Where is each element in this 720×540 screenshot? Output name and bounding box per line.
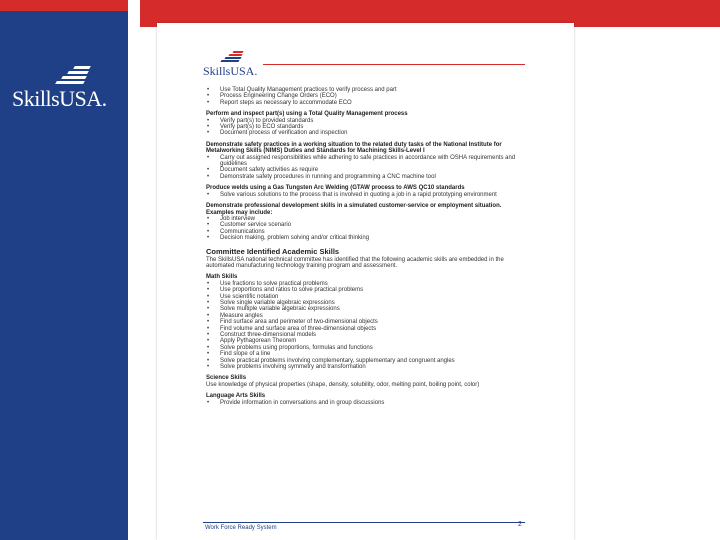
list-item: • Communications	[206, 229, 528, 235]
logo-wordmark: SkillsUSA.	[12, 86, 107, 111]
document-page	[157, 23, 574, 540]
list-item: • Solve problems using proportions, formulas and functions	[206, 345, 528, 351]
footer-rule	[203, 522, 525, 523]
intro-list	[206, 87, 528, 106]
section-heading: Produce welds using a Gas Tungsten Arc Welding (GTAW process to AWS QC10 standards	[206, 185, 465, 192]
list-item: • Find slope of a line	[206, 351, 528, 357]
section-language	[206, 393, 528, 406]
section-safety	[206, 142, 528, 180]
section-quality	[206, 111, 528, 137]
footer-text: Work Force Ready System	[205, 525, 277, 531]
list-item: • Provide information in conversations and in group discussions	[206, 400, 528, 406]
list-item: • Use scientific notation	[206, 294, 528, 300]
list-item: • Solve single variable algebraic expressions	[206, 300, 528, 306]
list-item: • Job interview	[206, 216, 528, 222]
list-item: • Use proportions and ratios to solve practical problems	[206, 287, 528, 293]
list-item: • Verify part(s) to ECO standards	[206, 124, 528, 130]
list-item: • Process Engineering Change Orders (ECO)	[206, 93, 528, 99]
list-item: • Measure angles	[206, 313, 528, 319]
header-rule	[263, 64, 525, 65]
section-heading: Demonstrate professional development skills in a simulated customer-service or employment situation. Examples may include:	[206, 203, 502, 216]
top-divider	[128, 0, 140, 27]
list-item: • Apply Pythagorean Theorem	[206, 338, 528, 344]
list-item: • Demonstrate safety procedures in running and programming a CNC machine tool	[206, 174, 528, 180]
list-item: • Solve practical problems involving complementary, supplementary and congruent angles	[206, 358, 528, 364]
section-heading: Perform and inspect part(s) using a Total Quality Management process	[206, 111, 408, 118]
section-heading: Demonstrate safety practices in a working situation to the related duty tasks of the National Institute for Metalworking Skills (NIMS) Duties and Standards for Machining Skills-Level I	[206, 141, 502, 155]
list-item: • Document safety activities as require	[206, 167, 528, 173]
sidebar-red-strip	[0, 0, 128, 11]
academic-intro: The SkillsUSA national technical committee has identified that the following academic skills are embedded in the automated manufacturing technology training program and assessment.	[206, 256, 504, 269]
academic-heading: Committee Identified Academic Skills	[206, 246, 340, 256]
list-item: • Report steps as necessary to accommodate ECO	[206, 100, 528, 106]
section-welding	[206, 185, 528, 198]
language-heading: Language Arts Skills	[206, 393, 266, 400]
list-item: • Solve multiple variable algebraic expressions	[206, 306, 528, 312]
list-item: • Find volume and surface area of three-dimensional objects	[206, 326, 528, 332]
list-item: • Verify part(s) to provided standards	[206, 118, 528, 124]
list-item: • Solve problems involving symmetry and transformation	[206, 364, 528, 370]
list-item: • Decision making, problem solving and/or critical thinking	[206, 235, 528, 241]
list-item: • Carry out assigned responsibilities while adhering to safe practices in accordance with OSHA requirements and guidelines	[206, 155, 528, 168]
document-logo	[203, 51, 283, 81]
science-text: Use knowledge of physical properties (shape, density, solubility, odor, melting point, boiling point, color)	[206, 381, 480, 388]
section-professional	[206, 203, 528, 241]
math-heading: Math Skills	[206, 274, 238, 281]
science-heading: Science Skills	[206, 375, 247, 382]
document-logo-wordmark: SkillsUSA.	[203, 64, 258, 78]
page-number: 2	[518, 521, 522, 528]
list-item: • Document process of verification and inspection	[206, 130, 528, 136]
list-item: • Find surface area and perimeter of two-dimensional objects	[206, 319, 528, 325]
list-item: • Solve various solutions to the process that is involved in quoting a job in a rapid prototyping environment	[206, 192, 528, 198]
section-math	[206, 274, 528, 370]
list-item: • Use fractions to solve practical problems	[206, 281, 528, 287]
document-content	[206, 87, 528, 406]
list-item: • Construct three-dimensional models	[206, 332, 528, 338]
list-item: • Customer service scenario	[206, 222, 528, 228]
skillsusa-logo	[12, 66, 122, 116]
section-science	[206, 375, 528, 388]
list-item: • Use Total Quality Management practices to verify process and part	[206, 87, 528, 93]
